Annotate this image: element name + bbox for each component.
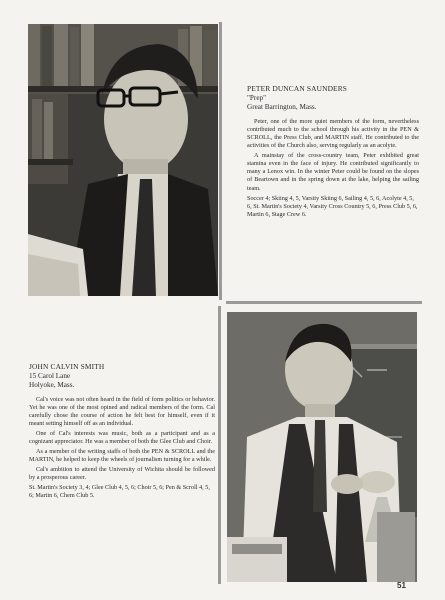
portrait-photo-smith — [227, 312, 417, 582]
bio-saunders — [247, 84, 419, 221]
student-address: 15 Carol Lane — [29, 371, 71, 380]
bio-paragraph: Peter, one of the more quiet members of the form, nevertheless contributed much to the school through his activity in the PEN & SCROLL, the Press Club, and MARTIN staff. He contributed to the activities of the Church also, serving regularly as an acolyte. — [247, 117, 419, 150]
vertical-rule-bottom — [218, 306, 221, 584]
bio-paragraph: Cal's voice was not often heard in the field of form politics or behavior. Yet he was one of the most opined and radical members of the form. Cal carefully chose the course of action he felt best for himself, even if it meant setting himself off as an individual. — [29, 395, 215, 428]
page-number: 51 — [397, 581, 406, 590]
vertical-rule-top — [219, 22, 222, 300]
student-name: JOHN CALVIN SMITH — [29, 362, 105, 371]
bio-paragraph: A mainstay of the cross-country team, Peter exhibited great stamina even in the face of injury. He contributed significantly to many a Lenox win. In the winter Peter could be found on the slopes of Beartown and in the spring down at the lake, helping the sailing team. — [247, 151, 419, 192]
portrait-photo-saunders — [28, 24, 218, 296]
bio-header — [247, 84, 419, 112]
bio-paragraph: As a member of the writing staffs of both the PEN & SCROLL and the MARTIN, he helped to keep the wheels of journalism turning for a while. — [29, 447, 215, 463]
activities-list: St. Martin's Society 3, 4; Glee Club 4, 5, 6; Choir 5, 6; Pen & Scroll 4, 5, 6; Martin 6, Chem Club 5. — [29, 484, 210, 500]
bio-header — [29, 362, 215, 390]
bio-smith — [29, 362, 215, 502]
student-name: PETER DUNCAN SAUNDERS — [247, 84, 348, 93]
bio-paragraph: Cal's ambition to attend the University of Wichita should be followed by a prosperous career. — [29, 465, 215, 481]
student-hometown: Great Barrington, Mass. — [247, 102, 317, 111]
student-hometown: Holyoke, Mass. — [29, 380, 75, 389]
student-nickname: "Prep" — [247, 93, 267, 102]
horizontal-rule — [226, 301, 422, 304]
bio-paragraph: One of Cal's interests was music, both as a participant and as a cognizant appreciator. He was a member of both the Glee Club and Choir. — [29, 429, 215, 446]
activities-list: Soccer 4; Skiing 4, 5, Varsity Skiing 6, Sailing 4, 5, 6, Acolyte 4, 5, 6, St. Martin's Society 4, Varsity Cross Country 5, 6, Press Club 5, 6, Martin 6, Stage Crew 6. — [247, 194, 418, 219]
